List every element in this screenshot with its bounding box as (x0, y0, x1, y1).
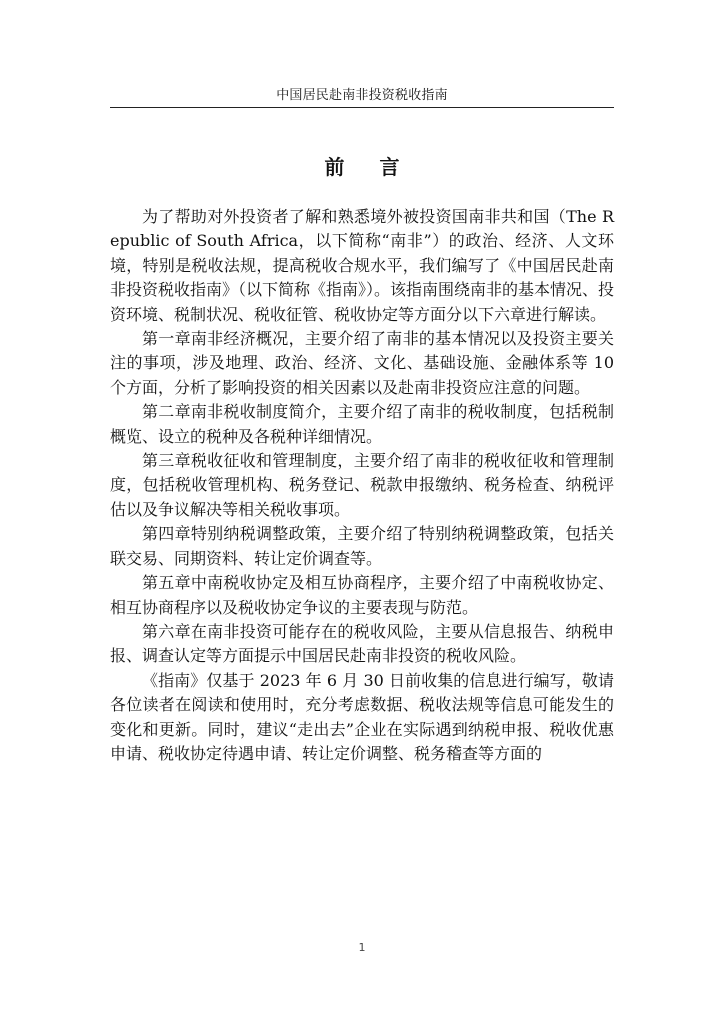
paragraph-intro: 为了帮助对外投资者了解和熟悉境外被投资国南非共和国（The Republic of South Africa，以下简称“南非”）的政治、经济、人文环境，特别是税收法规，提高税收合规水平，我们编写了《中国居民赴南非投资税收指南》（以下简称《指南》）。该指南围绕南非的基本情况、投资环境、税制状况、税收征管、税收协定等方面分以下六章进行解读。 (110, 207, 615, 324)
paragraph-chapter-2: 第二章南非税收制度简介，主要介绍了南非的税收制度，包括税制概览、设立的税种及各税种详细情况。 (110, 402, 614, 446)
paragraph-chapter-6: 第六章在南非投资可能存在的税收风险，主要从信息报告、纳税申报、调查认定等方面提示中国居民赴南非投资的税收风险。 (110, 621, 614, 666)
page-number: 1 (358, 941, 366, 954)
paragraph-chapter-5: 第五章中南税收协定及相互协商程序，主要介绍了中南税收协定、相互协商程序以及税收协定争议的主要表现与防范。 (110, 573, 614, 617)
body-text (110, 205, 614, 766)
paragraph-chapter-4: 第四章特别纳税调整政策，主要介绍了特别纳税调整政策，包括关联交易、同期资料、转让定价调查等。 (110, 524, 614, 568)
header-divider (110, 107, 614, 108)
running-header: 中国居民赴南非投资税收指南 (276, 88, 448, 103)
page-title: 前 言 (324, 155, 414, 179)
paragraph-disclaimer: 《指南》仅基于 2023 年 6 月 30 日前收集的信息进行编写，敬请各位读者在阅读和使用时，充分考虑数据、税收法规等信息可能发生的变化和更新。同时，建议“走出去”企业在实际遇到纳税申报、税收优惠申请、税收协定待遇申请、转让定价调整、税务稽查等方面的 (110, 670, 614, 763)
paragraph-chapter-1: 第一章南非经济概况，主要介绍了南非的基本情况以及投资主要关注的事项，涉及地理、政治、经济、文化、基础设施、金融体系等 10 个方面，分析了影响投资的相关因素以及赴南非投资应注意的问题。 (110, 329, 614, 397)
paragraph-chapter-3: 第三章税收征收和管理制度，主要介绍了南非的税收征收和管理制度，包括税收管理机构、税务登记、税款申报缴纳、税务检查、纳税评估以及争议解决等相关税收事项。 (110, 451, 614, 519)
